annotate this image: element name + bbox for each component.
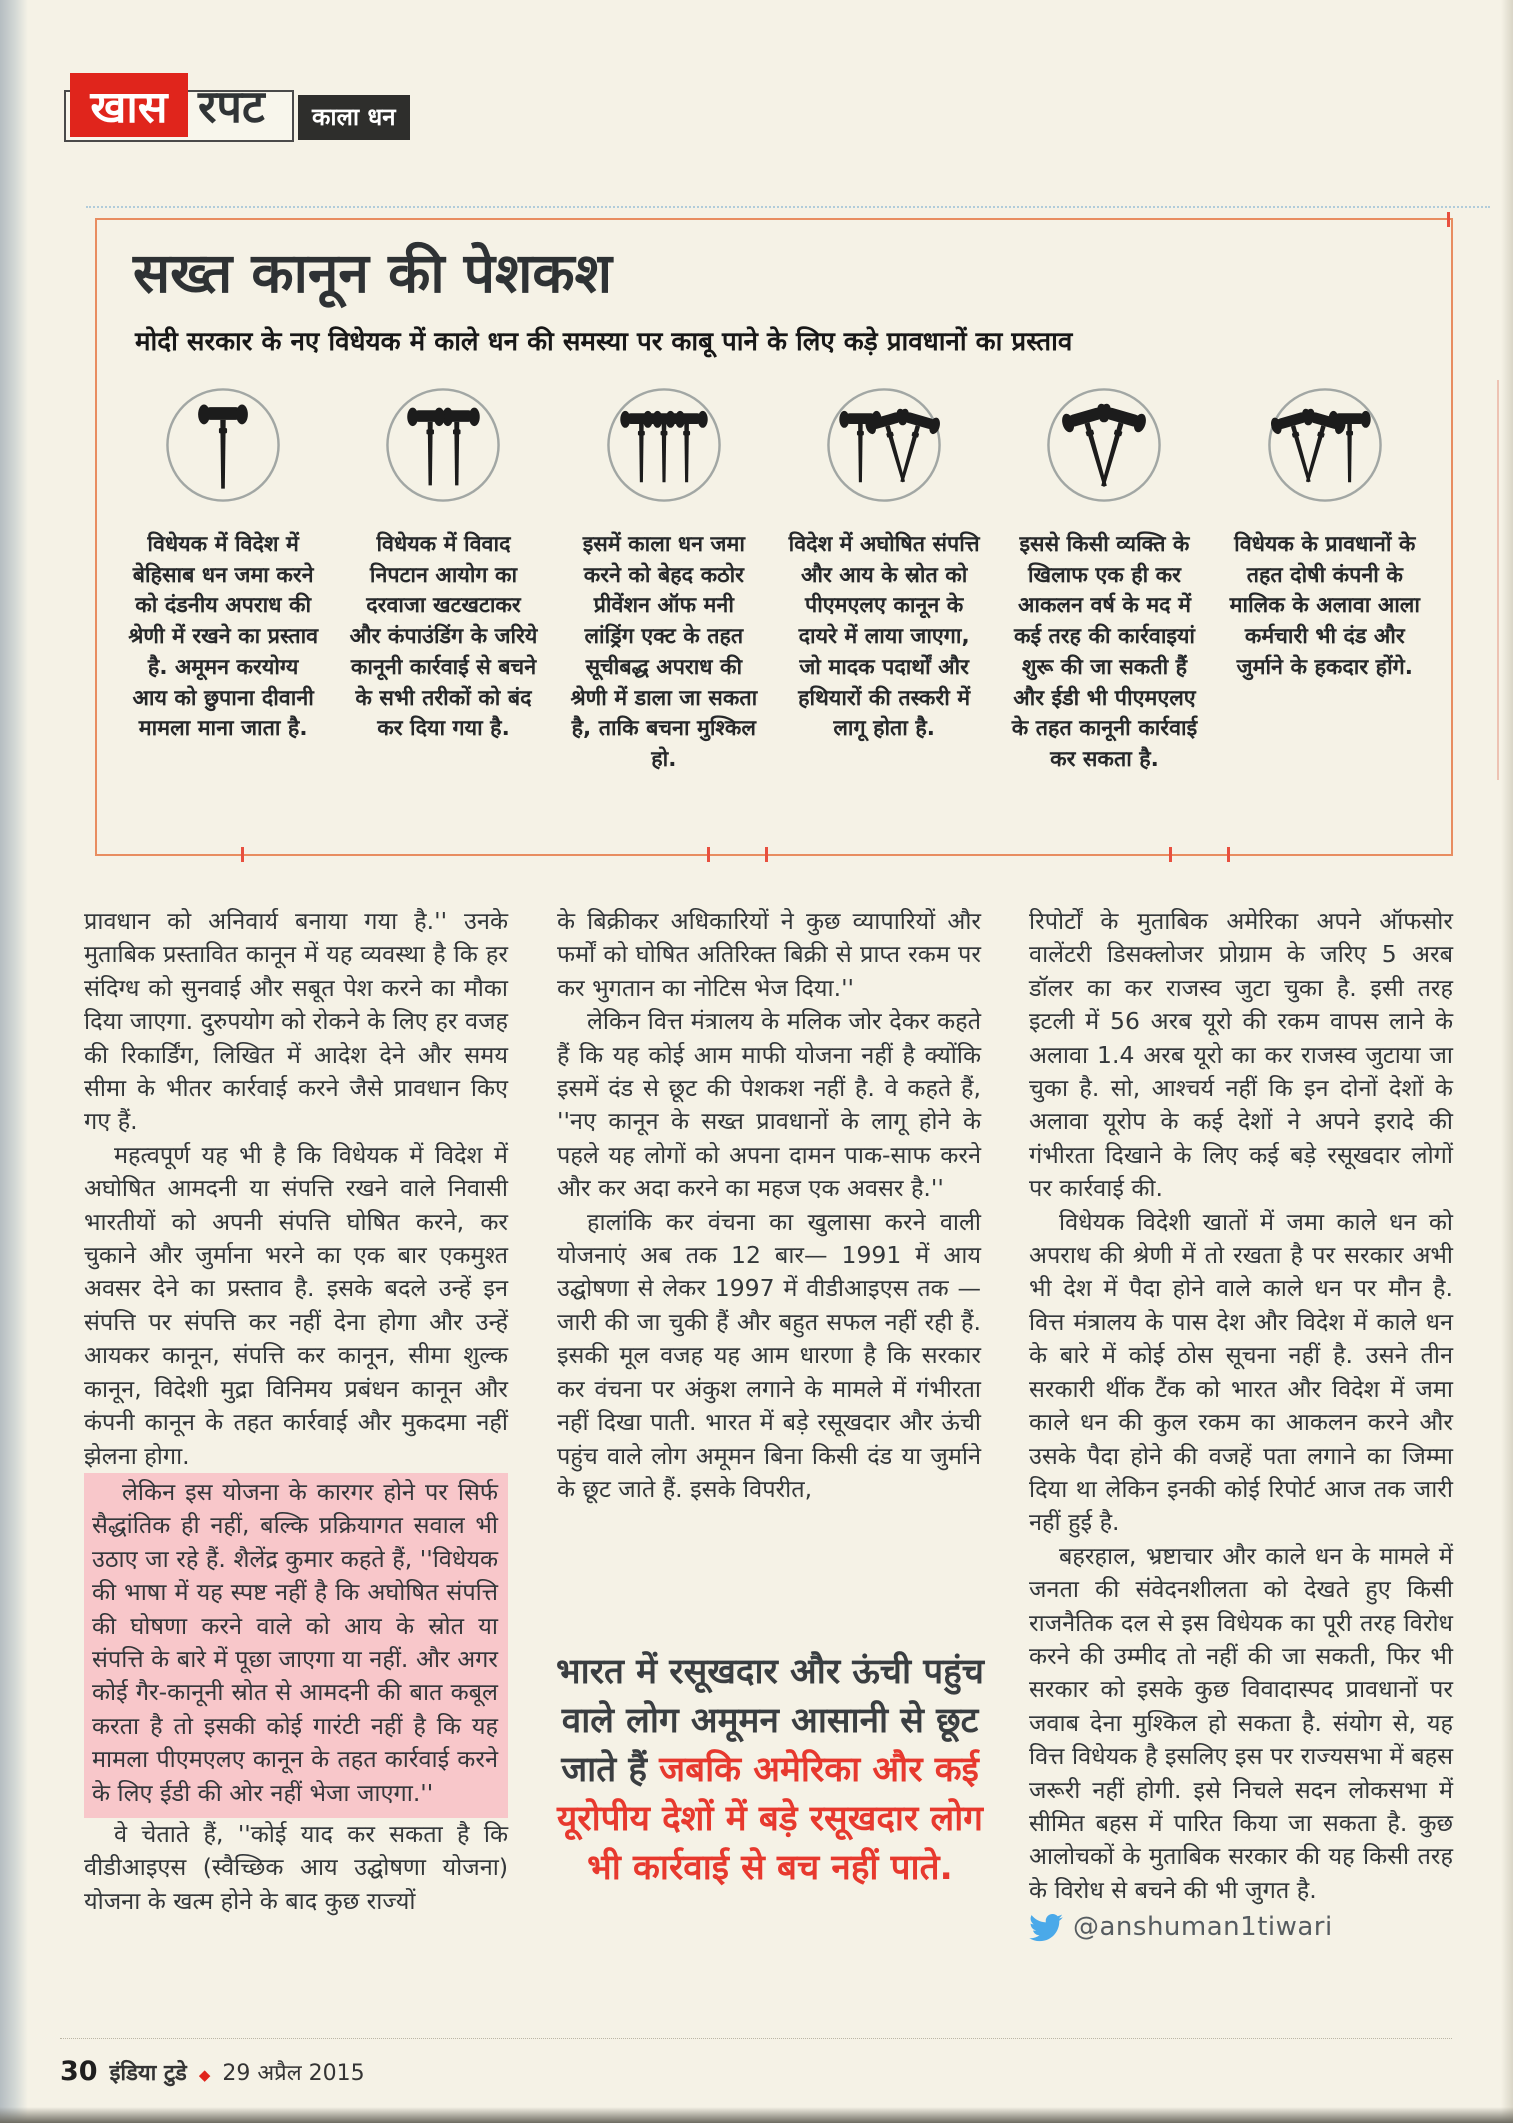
gavel-numeral-five-icon <box>1045 386 1163 504</box>
article-column-2 <box>557 905 981 1506</box>
gavel-numeral-six-icon <box>1266 386 1384 504</box>
page-number: 30 <box>60 2056 98 2087</box>
article-column-1 <box>84 905 508 1918</box>
dotted-rule-bottom <box>60 2038 1452 2039</box>
gavel-numeral-four-icon <box>825 386 943 504</box>
infographic-item-2 <box>333 386 553 776</box>
infographic-item-6 <box>1215 386 1435 776</box>
paragraph: विधेयक विदेशी खातों में जमा काले धन को अपराध की श्रेणी में तो रखता है पर सरकार अभी भी देश में पैदा होने वाले काले धन पर मौन है. वित्त मंत्रालय के पास देश और विदेश में काले धन के बारे में कोई ठोस सूचना नहीं है. उसने तीन सरकारी थींक टैंक को भारत और विदेश में जमा काले धन की कुल रकम का आकलन करने और उसके पैदा होने की वजहें पता लगाने का जिम्मा दिया था लेकिन इनकी कोई रिपोर्ट आज तक जारी नहीं हुई है. <box>1029 1207 1453 1537</box>
paragraph: बहरहाल, भ्रष्टाचार और काले धन के मामले में जनता की संवेदनशीलता को देखते हुए किसी राजनैतिक दल से इस विधेयक का पूरी तरह विरोध करने की उम्मीद तो नहीं की जा सकती, फिर भी सरकार को इसके कुछ विवादास्पद प्रावधानों पर जवाब देना मुश्किल हो सकता है. संयोग से, यह वित्त विधेयक है इसलिए इस पर राज्यसभा में बहस जरूरी नहीं होगी. इसे निचले सदन लोकसभा में सीमित बहस में पारित किया जा सकता है. कुछ आलोचकों के मुताबिक सरकार की यह किसी तरह के विरोध से बचने की भी जुगत है. <box>1029 1541 1453 1904</box>
gavel-numeral-two-icon <box>384 386 502 504</box>
author-twitter-line <box>1029 1911 1453 1944</box>
pull-quote <box>552 1648 988 1893</box>
infographic-item-text: विदेश में अघोषित संपत्ति और आय के स्रोत को पीएमएलए कानून के दायरे में लाया जाएगा, जो मादक पदार्थों और हथियारों की तस्करी में लागू होता है. <box>788 532 980 742</box>
infographic-item-1 <box>113 386 333 776</box>
infographic-item-text: विधेयक में विदेश में बेहिसाब धन जमा करने को दंडनीय अपराध की श्रेणी में रखने का प्रस्ताव है. अमूमन करयोग्य आय को छुपाना दीवानी मामला माना जाता है. <box>128 532 319 742</box>
magazine-name: इंडिया टुडे <box>109 2061 187 2086</box>
scan-edge-bottom <box>0 2107 1513 2123</box>
issue-date: 29 अप्रैल 2015 <box>222 2061 365 2086</box>
paragraph: हालांकि कर वंचना का खुलासा करने वाली योजनाएं अब तक 12 बार— 1991 में आय उद्घोषणा से लेकर 1997 में वीडीआइएस तक —जारी की जा चुकी हैं और बहुत सफल नहीं रही हैं. इसकी मूल वजह यह आम धारणा है कि सरकार कर वंचना पर अंकुश लगाने के मामले में गंभीरता नहीं दिखा पाती. भारत में बड़े रसूखदार और ऊंची पहुंच वाले लोग अमूमन बिना किसी दंड या जुर्माने के छूट जाते हैं. इसके विपरीत, <box>557 1207 981 1503</box>
highlighted-paragraph: लेकिन इस योजना के कारगर होने पर सिर्फ सैद्धांतिक ही नहीं, बल्कि प्रक्रियागत सवाल भी उठाए जा रहे हैं. शैलेंद्र कुमार कहते हैं, ''विधेयक की भाषा में यह स्पष्ट नहीं है कि अघोषित संपत्ति की घोषणा करने वाले को आय के स्रोत या संपत्ति के बारे में पूछा जाएगा या नहीं. और अगर कोई गैर-कानूनी स्रोत से आमदनी की बात कबूल करता है तो इसकी कोई गारंटी नहीं है कि यह मामला पीएमएलए कानून के तहत कार्रवाई करने के लिए ईडी की ओर नहीं भेजा जाएगा.'' <box>84 1473 508 1818</box>
section-tag-kala-dhan: काला धन <box>298 95 410 140</box>
paragraph: रिपोर्टों के मुताबिक अमेरिका अपने ऑफसोर वालेंटरी डिसक्लोजर प्रोग्राम के जरिए 5 अरब डॉलर का कर राजस्व जुटा चुका है. इसी तरह इटली में 56 अरब यूरो की रकम वापस लाने के अलावा 1.4 अरब यूरो का कर राजस्व जुटाया जा चुका है. सो, आश्चर्य नहीं कि इन दोनों देशों के अलावा यूरोप के कई देशों ने अपने इरादे की गंभीरता दिखाने के लिए कई बड़े रसूखदार लोगों पर कार्रवाई की. <box>1029 907 1453 1203</box>
gavel-numeral-one-icon <box>164 386 282 504</box>
infographic-item-3 <box>554 386 774 776</box>
infographic-item-text: इससे किसी व्यक्ति के खिलाफ एक ही कर आकलन वर्ष के मद में कई तरह की कार्रवाइयां शुरू की जा सकती हैं और ईडी भी पीएमएलए के तहत कानूनी कार्रवाई कर सकता है. <box>1011 532 1198 773</box>
brand-rapat: रपट <box>198 80 265 133</box>
crop-tick <box>1447 212 1450 227</box>
crop-tick <box>1227 847 1230 862</box>
scan-edge-left <box>0 0 28 2123</box>
scan-red-line <box>1497 380 1499 780</box>
dotted-rule-top <box>86 206 1490 208</box>
infographic-item-4 <box>774 386 994 776</box>
pull-quote-dark-text: भारत में रसूखदार और ऊंची पहुंच वाले लोग अमूमन आसानी से छूट जाते हैं <box>556 1652 984 1790</box>
infographic-title: सख्त कानून की पेशकश <box>133 241 613 305</box>
infographic-columns <box>113 386 1435 776</box>
crop-tick <box>241 847 244 862</box>
paragraph: महत्वपूर्ण यह भी है कि विधेयक में विदेश में अघोषित आमदनी या संपत्ति रखने वाले निवासी भारतीयों को अपनी संपत्ति घोषित करने, कर चुकाने और जुर्माना भरने का एक बार एकमुश्त अवसर देने का प्रस्ताव है. इसके बदले उन्हें इन संपत्ति पर संपत्ति कर नहीं देना होगा और उन्हें आयकर कानून, संपत्ति कर कानून, सीमा शुल्क कानून, विदेशी मुद्रा विनिमय प्रबंधन कानून और कंपनी कानून के तहत कार्रवाई और मुकदमा नहीं झेलना होगा. <box>84 1140 508 1470</box>
pull-quote-red-text: जबकि अमेरिका और कई यूरोपीय देशों में बड़े रसूखदार लोग भी कार्रवाई से बच नहीं पाते. <box>556 1750 983 1888</box>
paragraph: प्रावधान को अनिवार्य बनाया गया है.'' उनके मुताबिक प्रस्तावित कानून में यह व्यवस्था है कि हर संदिग्ध को सुनवाई और सबूत पेश करने का मौका दिया जाएगा. दुरुपयोग को रोकने के लिए हर वजह की रिकार्डिंग, लिखित में आदेश देने और समय सीमा के भीतर कार्रवाई करने जैसे प्रावधान किए गए हैं. <box>84 907 508 1136</box>
article-column-3 <box>1029 905 1453 1945</box>
brand-khaas: खास <box>70 73 188 137</box>
paragraph: वे चेताते हैं, ''कोई याद कर सकता है कि वीडीआइएस (स्वैच्छिक आय उद्घोषणा योजना) योजना के खत्म होने के बाद कुछ राज्यों <box>84 1819 508 1915</box>
infographic-item-text: विधेयक में विवाद निपटान आयोग का दरवाजा खटखटाकर और कंपाउंडिंग के जरिये कानूनी कार्रवाई से बचने के सभी तरीकों को बंद कर दिया गया है. <box>349 532 538 742</box>
scan-edge-right <box>1501 0 1513 2123</box>
twitter-bird-icon <box>1029 1914 1063 1942</box>
infographic-item-text: इसमें काला धन जमा करने को बेहद कठोर प्रीवेंशन ऑफ मनी लांड्रिंग एक्ट के तहत सूचीबद्ध अपराध की श्रेणी में डाला जा सकता है, ताकि बचना मुश्किल हो. <box>570 532 758 773</box>
infographic-subtitle: मोदी सरकार के नए विधेयक में काले धन की समस्या पर काबू पाने के लिए कड़े प्रावधानों का प्रस्ताव <box>135 327 1073 357</box>
paragraph: के बिक्रीकर अधिकारियों ने कुछ व्यापारियों और फर्मों को घोषित अतिरिक्त बिक्री से प्राप्त रकम पर कर भुगतान का नोटिस भेज दिया.'' <box>557 907 981 1002</box>
crop-tick <box>765 847 768 862</box>
twitter-handle: @anshuman1tiwari <box>1073 1912 1333 1943</box>
crop-tick <box>1169 847 1172 862</box>
gavel-numeral-three-icon <box>605 386 723 504</box>
infographic-item-5 <box>994 386 1214 776</box>
infographic-item-text: विधेयक के प्रावधानों के तहत दोषी कंपनी के मालिक के अलावा आला कर्मचारी भी दंड और जुर्माने के हकदार होंगे. <box>1229 532 1420 680</box>
page-footer <box>60 2056 365 2087</box>
diamond-separator-icon: ◆ <box>198 2066 211 2084</box>
infographic-panel <box>95 218 1453 856</box>
crop-tick <box>707 847 710 862</box>
paragraph: लेकिन वित्त मंत्रालय के मलिक जोर देकर कहते हैं कि यह कोई आम माफी योजना नहीं है क्योंकि इसमें दंड से छूट की पेशकश नहीं है. वे कहते हैं, ''नए कानून के सख्त प्रावधानों के लागू होने के पहले यह लोगों को अपना दामन पाक-साफ करने और कर अदा करने का महज एक अवसर है.'' <box>557 1007 981 1203</box>
